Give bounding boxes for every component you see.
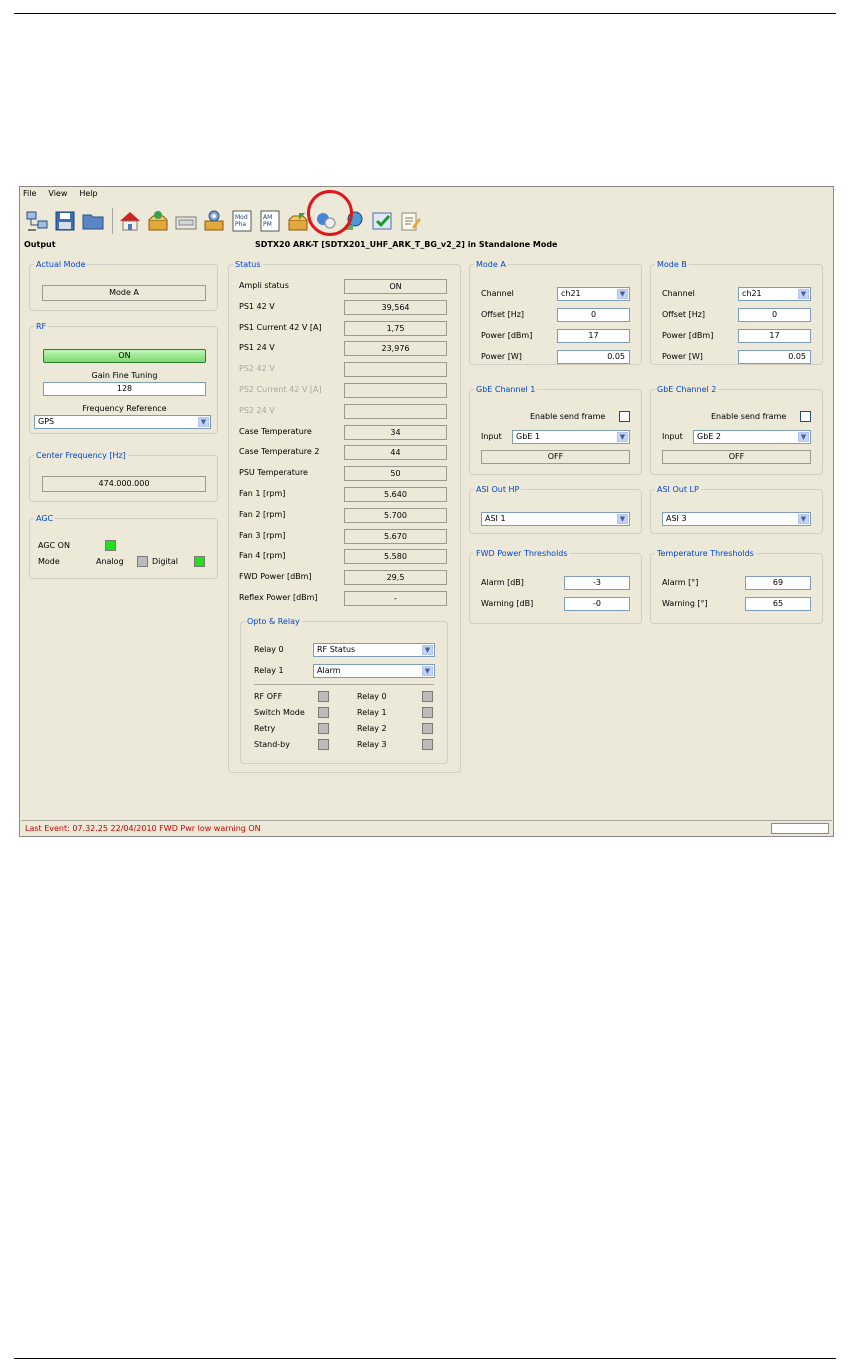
status-row-label: Ampli status	[239, 281, 289, 290]
mode-a-channel-select[interactable]	[557, 287, 630, 301]
relay-output-label: Relay 2	[357, 724, 387, 733]
asi-lp-select[interactable]	[662, 512, 811, 526]
mode-a-power-dbm-input[interactable]: 17	[557, 329, 630, 343]
device-panel-icon[interactable]	[173, 208, 199, 234]
fwd-warning-label: Warning [dB]	[481, 599, 534, 608]
menubar	[22, 189, 99, 201]
asi-hp-legend: ASI Out HP	[476, 485, 520, 494]
menu-help[interactable]: Help	[79, 189, 98, 198]
opto-input-label: Retry	[254, 724, 276, 733]
gbe-channel-2-group	[650, 385, 823, 475]
gbe-channel-1-group	[469, 385, 642, 475]
opto-input-label: RF OFF	[254, 692, 283, 701]
status-row-value: 39,564	[344, 300, 447, 315]
home-icon[interactable]	[117, 208, 143, 234]
status-row-value: 5.580	[344, 549, 447, 564]
page-bottom-rule	[14, 1358, 836, 1359]
gbe2-legend: GbE Channel 2	[657, 385, 717, 394]
modulation-phase-icon[interactable]	[229, 208, 255, 234]
mode-a-power-dbm-label: Power [dBm]	[481, 331, 533, 340]
status-row-label: Fan 2 [rpm]	[239, 509, 286, 519]
opto-input-label: Stand-by	[254, 740, 290, 749]
relay1-value: Alarm	[317, 666, 341, 675]
rf-group	[29, 322, 218, 434]
asi-out-hp-group	[469, 485, 642, 534]
status-row-label: PS1 Current 42 V [A]	[239, 322, 322, 332]
agc-analog-indicator	[137, 556, 148, 567]
frequency-reference-select[interactable]	[34, 415, 211, 429]
mode-b-power-dbm-label: Power [dBm]	[662, 331, 714, 340]
network-people-icon[interactable]	[313, 208, 339, 234]
status-row-value: 5.670	[344, 529, 447, 544]
temp-warning-input[interactable]: 65	[745, 597, 811, 611]
chevron-down-icon[interactable]: ▼	[422, 666, 433, 676]
gbe2-input-label: Input	[662, 432, 683, 441]
notepad-edit-icon[interactable]	[397, 208, 423, 234]
status-row-value: 5.640	[344, 487, 447, 502]
fwd-power-thresholds-group	[469, 549, 642, 624]
relay-output-indicator	[422, 707, 433, 718]
status-row-label: Case Temperature 2	[239, 447, 320, 457]
gbe2-enable-label: Enable send frame	[711, 412, 787, 421]
status-group	[228, 260, 461, 773]
toolbar-separator	[112, 208, 113, 234]
agc-group	[29, 514, 218, 579]
mode-a-power-w-input[interactable]: 0.05	[557, 350, 630, 364]
fwd-alarm-input[interactable]: -3	[564, 576, 630, 590]
status-row-label: PSU Temperature	[239, 468, 308, 478]
package-gear-icon[interactable]	[201, 208, 227, 234]
relay1-label: Relay 1	[254, 666, 284, 675]
gbe1-enable-checkbox[interactable]	[619, 411, 630, 422]
app-window	[19, 186, 834, 837]
mode-a-power-w-label: Power [W]	[481, 352, 522, 361]
status-row-value	[344, 383, 447, 398]
chevron-down-icon[interactable]: ▼	[798, 432, 809, 442]
asi-hp-select[interactable]	[481, 512, 630, 526]
relay-output-label: Relay 0	[357, 692, 387, 701]
opto-input-label: Switch Mode	[254, 708, 305, 717]
svg-text:Mod: Mod	[235, 214, 248, 221]
relay-output-indicator	[422, 723, 433, 734]
mode-b-offset-input[interactable]: 0	[738, 308, 811, 322]
status-row-label: Fan 3 [rpm]	[239, 530, 286, 540]
agc-on-indicator	[105, 540, 116, 551]
center-frequency-value: 474.000.000	[42, 476, 206, 492]
am-pm-icon[interactable]	[257, 208, 283, 234]
gbe1-input-select[interactable]	[512, 430, 630, 444]
agc-legend: AGC	[36, 514, 54, 523]
globe-search-icon[interactable]	[341, 208, 367, 234]
relay1-select[interactable]	[313, 664, 435, 678]
temp-thresholds-legend: Temperature Thresholds	[657, 549, 754, 558]
chevron-down-icon[interactable]: ▼	[198, 417, 209, 427]
gbe1-input-value: GbE 1	[516, 432, 540, 441]
save-disk-icon[interactable]	[52, 208, 78, 234]
frequency-reference-label: Frequency Reference	[82, 404, 167, 413]
status-row-value: 23,976	[344, 341, 447, 356]
actual-mode-value: Mode A	[42, 285, 206, 301]
mode-b-power-dbm-input[interactable]: 17	[738, 329, 811, 343]
status-row-label: PS2 42 V	[239, 364, 275, 374]
status-row-label: Reflex Power [dBm]	[239, 593, 318, 602]
fwd-alarm-label: Alarm [dB]	[481, 578, 524, 587]
toolbar	[24, 205, 425, 237]
chevron-down-icon[interactable]: ▼	[617, 514, 628, 524]
fwd-warning-input[interactable]: -0	[564, 597, 630, 611]
status-row-label: PS2 Current 42 V [A]	[239, 385, 322, 394]
page-top-rule	[14, 13, 836, 14]
status-row-label: Fan 4 [rpm]	[239, 551, 286, 561]
opto-input-indicator	[318, 691, 329, 702]
gbe2-input-select[interactable]	[693, 430, 811, 444]
opto-input-indicator	[318, 723, 329, 734]
mode-a-channel-value: ch21	[561, 289, 581, 298]
rf-legend: RF	[36, 322, 47, 331]
mode-b-power-w-label: Power [W]	[662, 352, 703, 361]
svg-text:PM: PM	[263, 221, 272, 228]
chevron-down-icon[interactable]: ▼	[798, 514, 809, 524]
mode-a-offset-input[interactable]: 0	[557, 308, 630, 322]
mode-a-legend: Mode A	[476, 260, 506, 269]
center-frequency-legend: Center Frequency [Hz]	[36, 451, 126, 460]
status-row-value	[344, 362, 447, 377]
network-computers-icon[interactable]	[24, 208, 50, 234]
temp-alarm-label: Alarm [°]	[662, 578, 699, 587]
status-row-label: PS1 42 V	[239, 301, 275, 311]
status-row-label: Fan 1 [rpm]	[239, 489, 286, 498]
mode-b-channel-value: ch21	[742, 289, 762, 298]
package-edit-icon[interactable]	[285, 208, 311, 234]
actual-mode-legend: Actual Mode	[36, 260, 86, 269]
temp-warning-label: Warning [°]	[662, 599, 708, 608]
gbe1-enable-label: Enable send frame	[530, 412, 606, 421]
mode-b-offset-label: Offset [Hz]	[662, 310, 706, 319]
gbe1-legend: GbE Channel 1	[476, 385, 536, 394]
chevron-down-icon[interactable]: ▼	[422, 645, 433, 655]
gbe2-enable-checkbox[interactable]	[800, 411, 811, 422]
agc-mode-label: Mode	[38, 557, 60, 566]
temperature-thresholds-group	[650, 549, 823, 624]
mode-a-offset-label: Offset [Hz]	[481, 310, 525, 319]
window-title: SDTX20 ARK-T [SDTX201_UHF_ARK_T_BG_v2_2] in Standalone Mode	[255, 240, 558, 249]
checklist-icon[interactable]	[369, 208, 395, 234]
gbe1-input-label: Input	[481, 432, 502, 441]
relay0-value: RF Status	[317, 645, 356, 654]
fwd-thresholds-legend: FWD Power Thresholds	[476, 549, 568, 558]
opto-input-indicator	[318, 739, 329, 750]
status-row-label: PS2 24 V	[239, 405, 275, 415]
menu-view[interactable]: View	[48, 189, 68, 198]
relay0-select[interactable]	[313, 643, 435, 657]
mode-b-channel-select[interactable]	[738, 287, 811, 301]
status-row-value: ON	[344, 279, 447, 294]
agc-digital-indicator	[194, 556, 205, 567]
rf-on-button[interactable]: ON	[43, 349, 206, 363]
asi-hp-value: ASI 1	[485, 514, 506, 523]
package-recycle-icon[interactable]	[145, 208, 171, 234]
gain-fine-tuning-input[interactable]: 128	[43, 382, 206, 396]
gain-fine-tuning-label: Gain Fine Tuning	[91, 371, 158, 380]
chevron-down-icon[interactable]: ▼	[617, 432, 628, 442]
status-row-value	[344, 404, 447, 419]
status-row-label: Case Temperature	[239, 426, 312, 436]
folder-icon[interactable]	[80, 208, 106, 234]
agc-digital-label: Digital	[152, 557, 178, 566]
mode-b-channel-label: Channel	[662, 289, 695, 298]
chevron-down-icon[interactable]: ▼	[617, 289, 628, 299]
opto-relay-group	[240, 617, 448, 764]
mode-b-group	[650, 260, 823, 365]
asi-lp-legend: ASI Out LP	[657, 485, 699, 494]
status-row-value: 29,5	[344, 570, 447, 585]
mode-b-power-w-input[interactable]: 0.05	[738, 350, 811, 364]
gbe1-state: OFF	[481, 450, 630, 464]
actual-mode-group	[29, 260, 218, 311]
mode-a-group	[469, 260, 642, 365]
svg-text:AM: AM	[263, 214, 273, 221]
mode-a-channel-label: Channel	[481, 289, 514, 298]
opto-relay-legend: Opto & Relay	[247, 617, 300, 626]
relay-output-indicator	[422, 691, 433, 702]
status-row-label: FWD Power [dBm]	[239, 572, 312, 582]
status-row-value: 1,75	[344, 321, 447, 336]
center-frequency-group	[29, 451, 218, 502]
menu-file[interactable]: File	[23, 189, 37, 198]
temp-alarm-input[interactable]: 69	[745, 576, 811, 590]
relay0-label: Relay 0	[254, 645, 284, 654]
relay-output-label: Relay 3	[357, 740, 387, 749]
output-label: Output	[24, 240, 56, 249]
relay-output-label: Relay 1	[357, 708, 387, 717]
asi-out-lp-group	[650, 485, 823, 534]
svg-text:Pha: Pha	[235, 221, 247, 228]
mode-b-legend: Mode B	[657, 260, 687, 269]
status-bar-panel	[771, 823, 829, 834]
status-row-label: PS1 24 V	[239, 343, 275, 353]
gbe2-input-value: GbE 2	[697, 432, 721, 441]
chevron-down-icon[interactable]: ▼	[798, 289, 809, 299]
agc-analog-label: Analog	[96, 557, 124, 566]
status-legend: Status	[235, 260, 261, 269]
status-row-value: 44	[344, 445, 447, 460]
asi-lp-value: ASI 3	[666, 514, 687, 523]
opto-divider	[254, 684, 434, 685]
relay-output-indicator	[422, 739, 433, 750]
last-event-message: Last Event: 07.32.25 22/04/2010 FWD Pwr low warning ON	[25, 824, 261, 833]
gbe2-state: OFF	[662, 450, 811, 464]
status-row-value: 5.700	[344, 508, 447, 523]
agc-on-label: AGC ON	[38, 541, 70, 550]
frequency-reference-value: GPS	[38, 417, 55, 426]
opto-input-indicator	[318, 707, 329, 718]
status-bar	[21, 820, 832, 836]
status-row-value: 34	[344, 425, 447, 440]
status-row-value: 50	[344, 466, 447, 481]
status-row-value: -	[344, 591, 447, 606]
